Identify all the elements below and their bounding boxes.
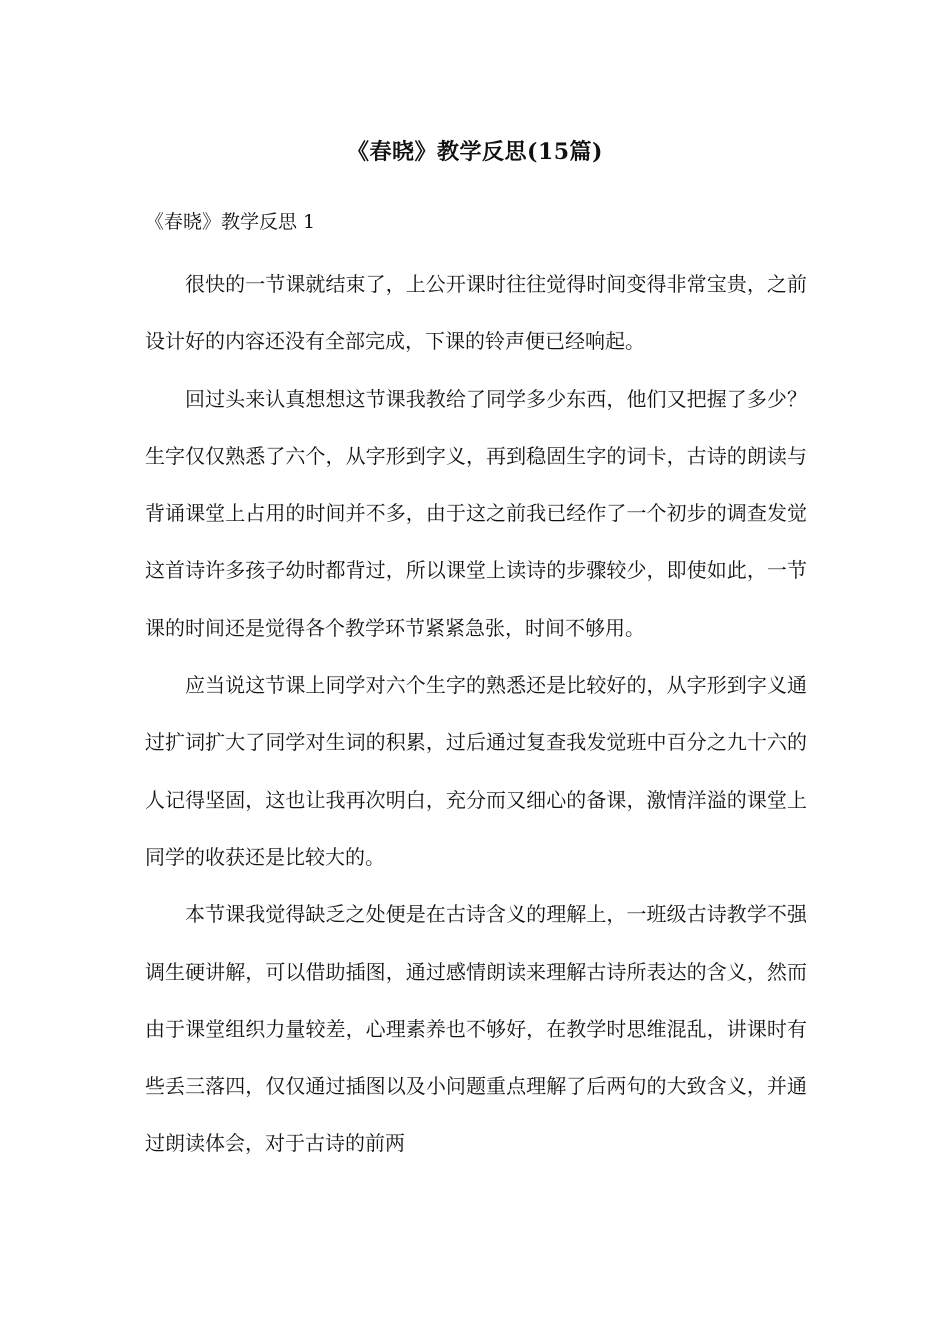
paragraph: 应当说这节课上同学对六个生字的熟悉还是比较好的，从字形到字义通过扩词扩大了同学对生词的积累，过后通过复查我发觉班中百分之九十六的人记得坚固，这也让我再次明白，充分而又细心的备课，激情洋溢的课堂上同学的收获还是比较大的。 (145, 673, 807, 869)
section-heading: 《春晓》教学反思 1 (145, 211, 316, 233)
paragraph: 本节课我觉得缺乏之处便是在古诗含义的理解上，一班级古诗教学不强调生硬讲解，可以借助插图，通过感情朗读来理解古诗所表达的含义，然而由于课堂组织力量较差，心理素养也不够好，在教学时思维混乱，讲课时有些丢三落四，仅仅通过插图以及小问题重点理解了后两句的大致含义，并通过朗读体会，对于古诗的前两 (145, 902, 807, 1156)
body-text (145, 256, 807, 1173)
paragraph: 很快的一节课就结束了，上公开课时往往觉得时间变得非常宝贵，之前设计好的内容还没有全部完成，下课的铃声便已经响起。 (145, 272, 807, 354)
document-title: 《春晓》教学反思(15篇) (347, 139, 603, 165)
paragraph: 回过头来认真想想这节课我教给了同学多少东西，他们又把握了多少？生字仅仅熟悉了六个，从字形到字义，再到稳固生字的词卡，古诗的朗读与背诵课堂上占用的时间并不多，由于这之前我已经作了一个初步的调查发觉这首诗许多孩子幼时都背过，所以课堂上读诗的步骤较少，即使如此，一节课的时间还是觉得各个教学环节紧紧急张，时间不够用。 (145, 386, 807, 640)
